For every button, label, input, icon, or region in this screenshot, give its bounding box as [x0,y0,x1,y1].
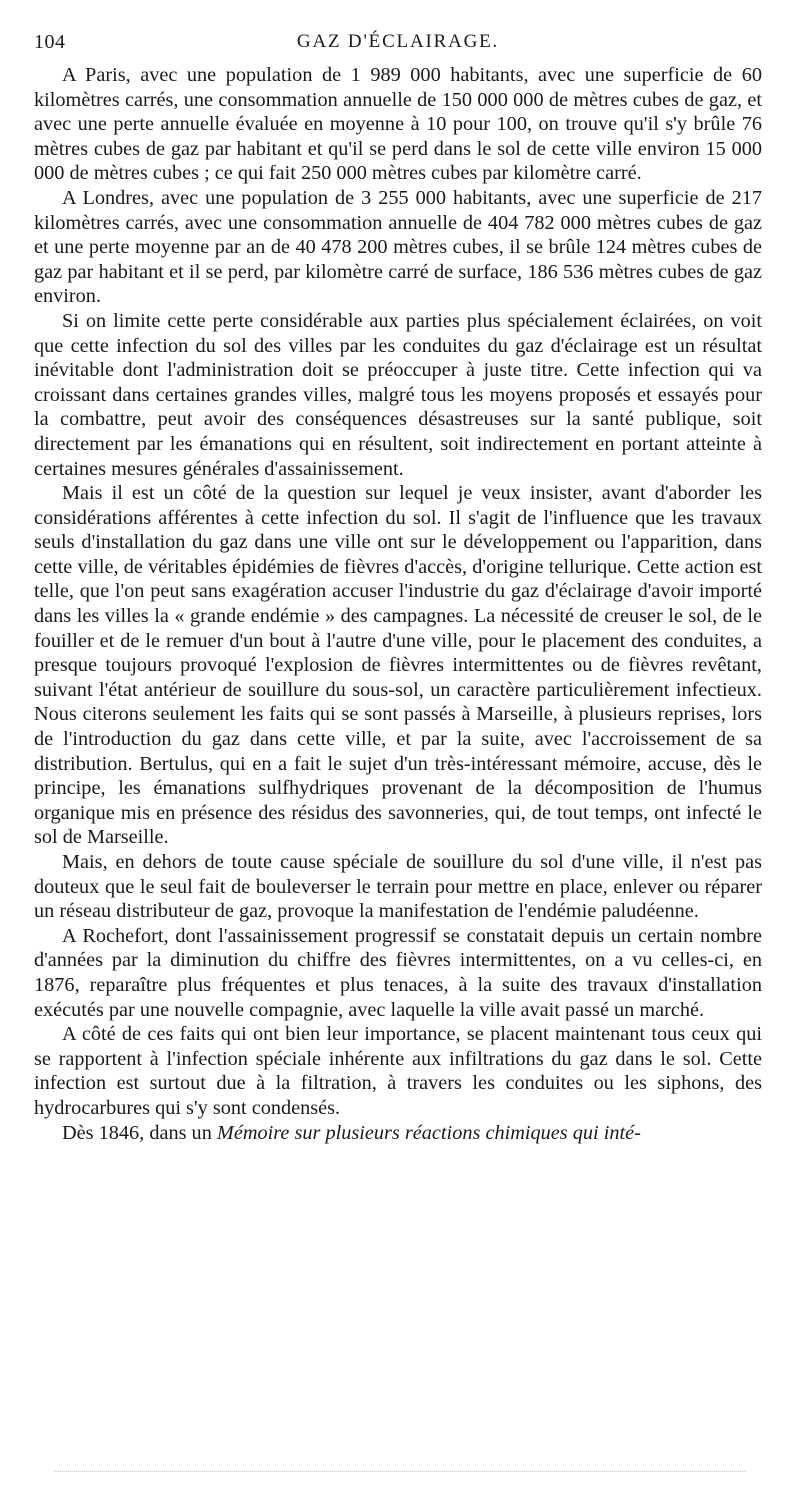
paragraph-paris: A Paris, avec une population de 1 989 000 habitants, avec une superficie de 60 kilomètres carrés, une consommation annuelle de 150 000 000 de mètres cubes de gaz, et avec une perte annuelle évaluée en moyenne à 10 pour 100, on trouve qu'il s'y brûle 76 mètres cubes de gaz par habitant et qu'il se perd dans le sol de cette ville environ 15 000 000 de mètres cubes ; ce qui fait 250 000 mètres cubes par kilomètre carré. [34,64,762,185]
memoire-title: Mémoire sur plusieurs réactions chimiques qui inté- [216,1121,641,1144]
paragraph-londres: A Londres, avec une population de 3 255 000 habitants, avec une superficie de 217 kilomètres carrés, avec une consommation annuelle de 404 782 000 mètres cubes de gaz et une perte moyenne par an de 40 478 200 mètres cubes, il se brûle 124 mètres cubes de gaz par habitant et il se perd, par kilomètre carré de surface, 186 536 mètres cubes de gaz environ. [34,186,762,308]
paragraph-rochefort: A Rochefort, dont l'assainissement progressif se constatait depuis un certain nombre d'années par la diminution du chiffre des fièvres intermittentes, on a vu celles-ci, en 1876, reparaître plus fréquentes et plus tenaces, à la suite des travaux d'installation exécutés par une nouvelle compagnie, avec laquelle la ville avait passé un marché. [34,924,762,1021]
running-head [34,31,762,55]
paragraph-fievres: Mais il est un côté de la question sur lequel je veux insister, avant d'aborder les considérations afférentes à cette infection du sol. Il s'agit de l'influence que les travaux seuls d'installation du gaz dans une ville ont sur le développement ou l'apparition, dans cette ville, de véritables épidémies de fièvres d'accès, d'origine tellurique. Cette action est telle, que l'on peut sans exagération accuser l'industrie du gaz d'éclairage d'avoir importé dans les villes la « grande endémie » des campagnes. La nécessité de creuser le sol, de le fouiller et de le remuer d'un bout à l'autre d'une ville, pour le placement des conduites, a presque toujours provoqué l'explosion de fièvres intermittentes ou de fièvres revêtant, suivant l'état antérieur de souillure du sous-sol, un caractère particulièrement infectieux. Nous citerons seulement les faits qui se sont passés à Marseille, à plusieurs reprises, lors de l'introduction du gaz dans cette ville, et par la suite, avec l'accroissement de sa distribution. Bertulus, qui en a fait le sujet d'un très-intéressant mémoire, accuse, dès le principe, les émanations sulfhydriques provenant de la décomposition de l'humus organique mis en présence des résidus des savonneries, qui, de tout temps, ont infecté le sol de Marseille. [34,482,762,849]
page-number: 104 [34,31,66,53]
paragraph-endemie: Mais, en dehors de toute cause spéciale de souillure du sol d'une ville, il n'est pas douteux que le seul fait de bouleverser le terrain pour mettre en place, enlever ou réparer un réseau distributeur de gaz, provoque la manifestation de l'endémie paludéenne. [34,851,762,923]
paragraph-infection: Si on limite cette perte considérable aux parties plus spécialement éclairées, on voit que cette infection du sol des villes par les conduites du gaz d'éclairage est un résultat inévitable dont l'administration doit se préoccuper à juste titre. Cette infection qui va croissant dans certaines grandes villes, malgré tous les moyens proposés et essayés pour la combattre, peut avoir des conséquences désastreuses sur la santé publique, soit directement par les émanations qui en résultent, soit indirectement en portant atteinte à certaines mesures générales d'assainissement. [34,309,762,480]
bottom-rule [55,1471,745,1472]
running-title: GAZ D'ÉCLAIRAGE. [296,31,500,52]
paragraph-memoire [34,1121,762,1146]
body-text [34,63,762,1145]
paragraph-infiltrations: A côté de ces faits qui ont bien leur importance, se placent maintenant tous ceux qui se rapportent à l'infection spéciale inhérente aux infiltrations du gaz dans le sol. Cette infection est surtout due à la filtration, à travers les conduites ou les siphons, des hydrocarbures qui s'y sont condensés. [34,1023,762,1119]
paragraph-memoire-lead: Dès 1846, dans un [62,1121,217,1144]
